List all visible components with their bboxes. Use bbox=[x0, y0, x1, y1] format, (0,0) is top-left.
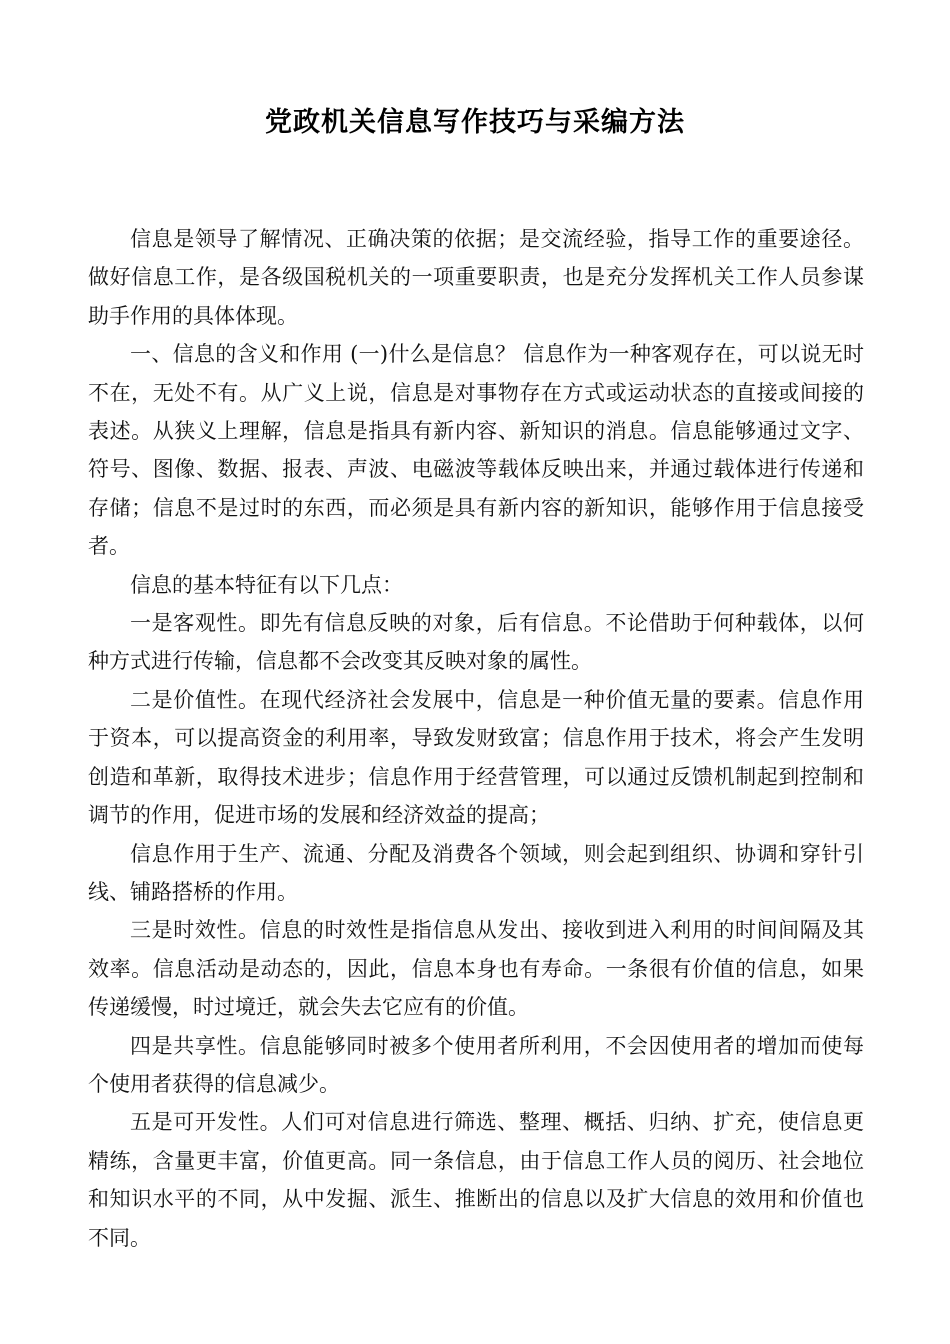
paragraph: 信息作用于生产、流通、分配及消费各个领域，则会起到组织、协调和穿针引线、铺路搭桥的作用。 bbox=[88, 841, 864, 904]
paragraph: 四是共享性。信息能够同时被多个使用者所利用，不会因使用者的增加而使每个使用者获得的信息减少。 bbox=[88, 1033, 864, 1096]
paragraph: 信息的基本特征有以下几点： bbox=[130, 572, 403, 597]
paragraph: 二是价值性。在现代经济社会发展中，信息是一种价值无量的要素。信息作用于资本，可以提高资金的利用率，导致发财致富；信息作用于技术，将会产生发明创造和革新，取得技术进步；信息作用于经营管理，可以通过反馈机制起到控制和调节的作用，促进市场的发展和经济效益的提高； bbox=[88, 687, 864, 828]
paragraph: 五是可开发性。人们可对信息进行筛选、整理、概括、归纳、扩充，使信息更精练，含量更丰富，价值更高。同一条信息，由于信息工作人员的阅历、社会地位和知识水平的不同，从中发掘、派生、推断出的信息以及扩大信息的效用和价值也不同。 bbox=[88, 1110, 864, 1250]
paragraph: 信息是领导了解情况、正确决策的依据；是交流经验，指导工作的重要途径。做好信息工作，是各级国税机关的一项重要职责，也是充分发挥机关工作人员参谋助手作用的具体体现。 bbox=[88, 227, 864, 328]
document-body bbox=[88, 220, 864, 1257]
paragraph: 三是时效性。信息的时效性是指信息从发出、接收到进入利用的时间间隔及其效率。信息活动是动态的，因此，信息本身也有寿命。一条很有价值的信息，如果传递缓慢，时过境迁，就会失去它应有的价值。 bbox=[88, 918, 864, 1020]
paragraph: 一是客观性。即先有信息反映的对象，后有信息。不论借助于何种载体，以何种方式进行传输，信息都不会改变其反映对象的属性。 bbox=[88, 611, 864, 674]
document-title: 党政机关信息写作技巧与采编方法 bbox=[265, 107, 685, 138]
paragraph: 一、信息的含义和作用 (一)什么是信息？ 信息作为一种客观存在，可以说无时不在，无处不有。从广义上说，信息是对事物存在方式或运动状态的直接或间接的表述。从狭义上理解，信息是指具有新内容、新知识的消息。信息能够通过文字、符号、图像、数据、报表、声波、电磁波等载体反映出来，并通过载体进行传递和存储；信息不是过时的东西，而必须是具有新内容的新知识，能够作用于信息接受者。 bbox=[88, 342, 864, 559]
